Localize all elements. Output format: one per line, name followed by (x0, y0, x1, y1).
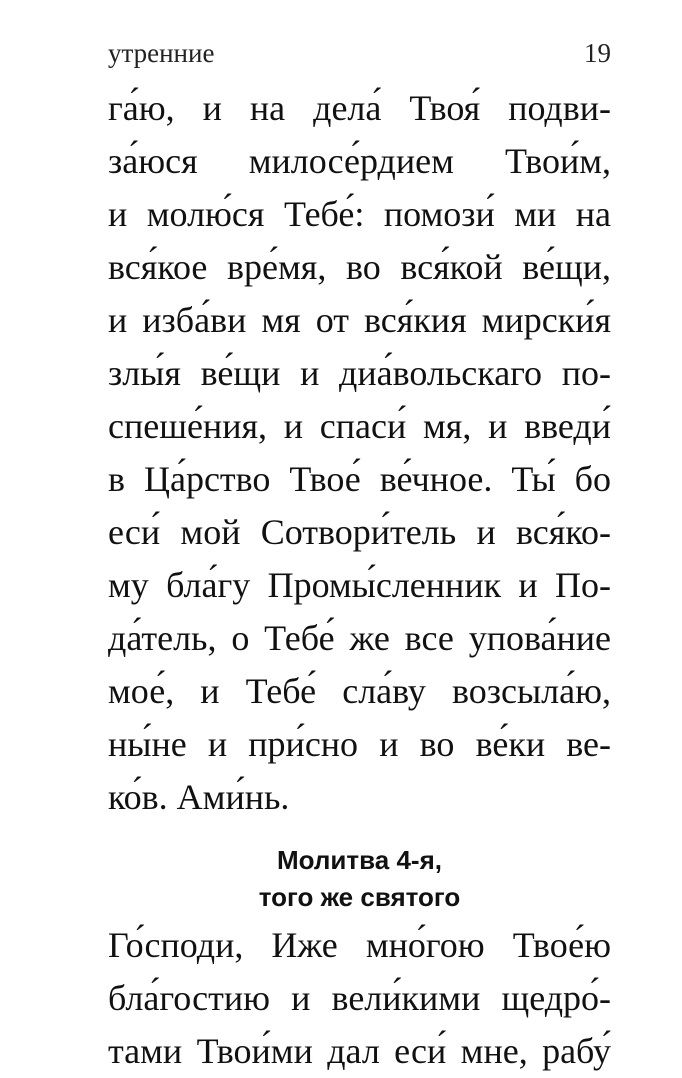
text-line: мое́, и Тебе́ сла́ву возсыла́ю, (108, 671, 611, 711)
heading-subline: того же святого (258, 882, 461, 912)
text-line: да́тель, о Тебе́ же все упова́ние (108, 618, 611, 658)
text-line: тами Твои́ми дал еси́ мне, рабу́ (108, 1031, 611, 1071)
text-line: злы́я ве́щи и диа́вольскаго по- (108, 353, 611, 393)
page-number: 19 (584, 38, 611, 68)
text-line: ны́не и при́сно и во ве́ки ве- (108, 724, 611, 764)
prayer-4-text (108, 919, 611, 1078)
text-line: за́юся милосе́рдием Твои́м, (108, 141, 611, 181)
text-line: Го́споди, Иже мно́гою Твое́ю (108, 925, 611, 965)
heading-line: Молитва 4-я, (277, 845, 442, 875)
text-line: ко́в. Ами́нь. (108, 777, 290, 817)
book-page (108, 38, 611, 1078)
text-line: спеше́ния, и спаси́ мя, и введи́ (108, 406, 611, 446)
section-title: утренние (108, 38, 215, 68)
text-line: му бла́гу Промы́сленник и По- (108, 565, 611, 605)
text-line: бла́гостию и вели́кими щедро́- (108, 978, 611, 1018)
text-line: вся́кое вре́мя, во вся́кой ве́щи, (108, 247, 611, 287)
text-line: в Ца́рство Твое́ ве́чное. Ты́ бо (108, 459, 611, 499)
text-line: еси́ мой Сотвори́тель и вся́ко- (108, 512, 611, 552)
running-header (108, 38, 611, 82)
text-line: и молю́ся Тебе́: помози́ ми на (108, 194, 611, 234)
text-line: и изба́ви мя от вся́кия мирски́я (108, 300, 611, 340)
text-line: га́ю, и на дела́ Твоя́ подви- (108, 88, 611, 128)
prayer-text (108, 82, 611, 824)
prayer-heading (108, 842, 611, 916)
